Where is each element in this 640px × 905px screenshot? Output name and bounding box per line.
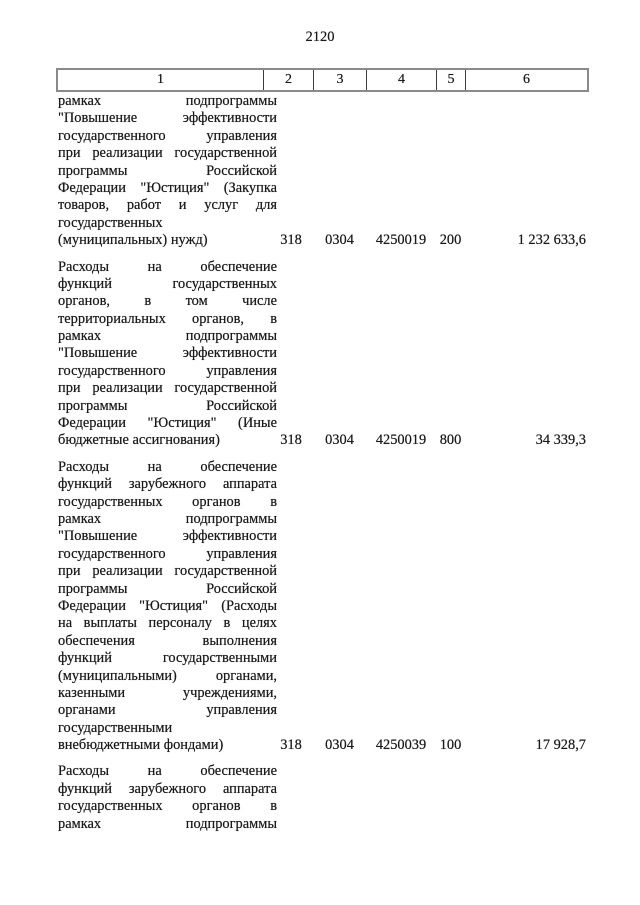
description-line: при реализации государственной xyxy=(58,145,277,162)
description-line: (муниципальными) органами, xyxy=(58,667,277,684)
description-line: (муниципальных) нужд) xyxy=(58,232,208,249)
header-cell-1: 1 xyxy=(58,70,264,90)
cell-col4: 4250019 xyxy=(375,232,427,249)
header-cell-5: 5 xyxy=(437,70,466,90)
description-line: Федерации "Юстиция" (Закупка xyxy=(58,179,277,196)
description-line: "Повышение эффективности xyxy=(58,110,277,127)
page-number: 2120 xyxy=(305,29,335,45)
description-line: государственных органов в xyxy=(58,798,277,815)
cell-col2: 318 xyxy=(280,432,302,449)
description-line: функций зарубежного аппарата xyxy=(58,476,277,493)
description-line: государственных органов в xyxy=(58,493,277,510)
description-line: Федерации "Юстиция" (Иные xyxy=(58,415,277,432)
description-line: функций зарубежного аппарата xyxy=(58,780,277,797)
cell-col3: 0304 xyxy=(325,737,354,754)
description-line: государственных xyxy=(58,214,163,231)
description-line: программы Российской xyxy=(58,580,277,597)
table-row xyxy=(0,259,640,450)
description-line: государственного управления xyxy=(58,545,277,562)
description-line: программы Российской xyxy=(58,162,277,179)
table-row xyxy=(0,93,640,250)
row-values xyxy=(0,432,640,449)
description-line: государственного управления xyxy=(58,127,277,144)
description-line: программы Российской xyxy=(58,397,277,414)
description-line: органов, в том числе xyxy=(58,293,277,310)
description-line: Расходы на обеспечение xyxy=(58,763,277,780)
description-line: рамках подпрограммы xyxy=(58,328,277,345)
cell-col4: 4250019 xyxy=(375,432,427,449)
row-description xyxy=(58,93,277,250)
description-line: бюджетные ассигнования) xyxy=(58,432,220,449)
table-header-row xyxy=(56,68,589,92)
cell-col3: 0304 xyxy=(325,232,354,249)
description-line: функций государственными xyxy=(58,650,277,667)
table-row xyxy=(0,763,640,833)
description-line: территориальных органов, в xyxy=(58,310,277,327)
row-description xyxy=(58,459,277,755)
description-line: Расходы на обеспечение xyxy=(58,258,277,275)
description-line: государственными xyxy=(58,719,173,736)
row-description xyxy=(58,259,277,450)
table-body xyxy=(0,93,640,842)
cell-col5: 100 xyxy=(439,737,462,754)
header-cell-6: 6 xyxy=(523,72,530,87)
description-line: органами управления xyxy=(58,702,277,719)
description-line: казенными учреждениями, xyxy=(58,684,277,701)
cell-col3: 0304 xyxy=(325,432,354,449)
description-line: обеспечения выполнения xyxy=(58,632,277,649)
row-description xyxy=(58,763,277,833)
row-values xyxy=(0,232,640,249)
description-line: "Повышение эффективности xyxy=(58,345,277,362)
description-line: при реализации государственной xyxy=(58,380,277,397)
cell-col6: 17 928,7 xyxy=(535,737,586,754)
cell-col5: 200 xyxy=(439,232,462,249)
header-cell-2: 2 xyxy=(264,70,314,90)
cell-col6: 1 232 633,6 xyxy=(517,232,586,249)
cell-col6: 34 339,3 xyxy=(535,432,586,449)
cell-col5: 800 xyxy=(439,432,462,449)
description-line: государственного управления xyxy=(58,362,277,379)
description-line: при реализации государственной xyxy=(58,563,277,580)
description-line: внебюджетными фондами) xyxy=(58,737,224,754)
header-cell-3: 3 xyxy=(314,70,367,90)
table-row xyxy=(0,459,640,755)
header-cell-4: 4 xyxy=(367,70,437,90)
row-values xyxy=(0,737,640,754)
description-line: на выплаты персоналу в целях xyxy=(58,615,277,632)
cell-col2: 318 xyxy=(280,737,302,754)
description-line: рамках подпрограммы xyxy=(58,510,277,527)
cell-col2: 318 xyxy=(280,232,302,249)
description-line: рамках подпрограммы xyxy=(58,93,277,109)
description-line: функций государственных xyxy=(58,275,277,292)
description-line: рамках подпрограммы xyxy=(58,815,277,832)
description-line: Федерации "Юстиция" (Расходы xyxy=(58,597,277,614)
description-line: товаров, работ и услуг для xyxy=(58,197,277,214)
description-line: "Повышение эффективности xyxy=(58,528,277,545)
description-line: Расходы на обеспечение xyxy=(58,458,277,475)
cell-col4: 4250039 xyxy=(375,737,427,754)
